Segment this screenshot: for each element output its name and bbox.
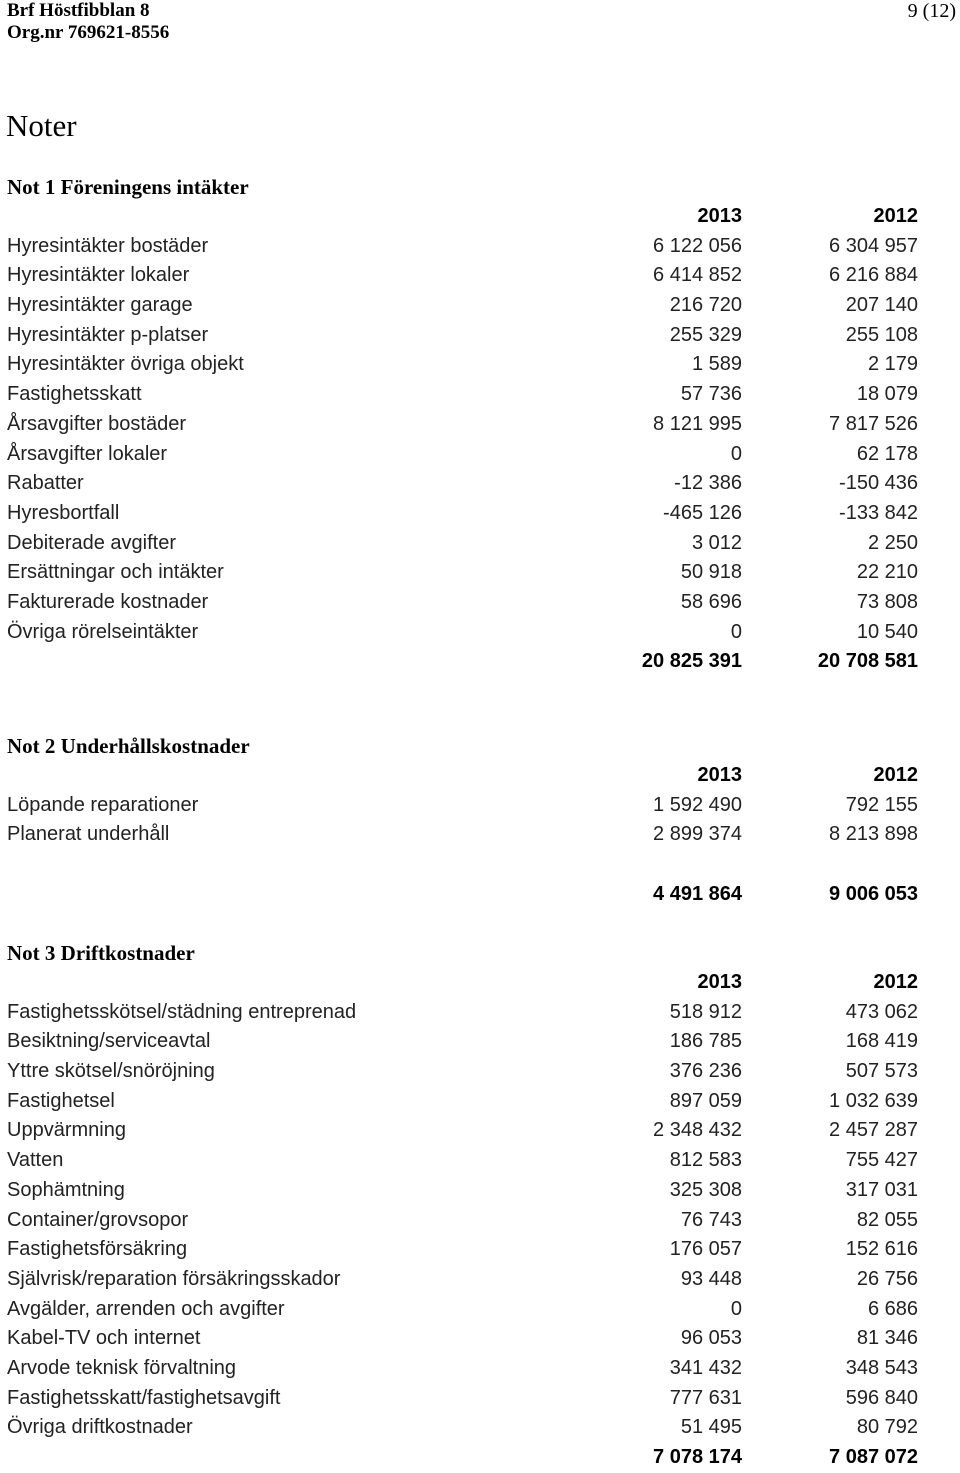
table-row <box>7 1413 919 1443</box>
table-row <box>7 1384 919 1414</box>
org-name: Brf Höstfibblan 8 <box>7 0 150 21</box>
note-2-total-row <box>7 880 919 910</box>
value-2013: 8 121 995 <box>653 412 742 435</box>
row-label: Rabatter <box>7 472 84 495</box>
value-2013: 812 583 <box>669 1149 742 1172</box>
row-label: Besiktning/serviceavtal <box>7 1030 211 1053</box>
value-2012: 22 210 <box>856 561 918 584</box>
table-row <box>7 380 919 410</box>
value-2012: 82 055 <box>856 1208 918 1231</box>
value-2012: 81 346 <box>856 1327 918 1350</box>
total-2013: 20 825 391 <box>641 650 742 673</box>
year-2012-header: 2012 <box>873 971 918 993</box>
value-2013: -12 386 <box>674 472 742 495</box>
table-row <box>7 1146 919 1176</box>
value-2012: 255 108 <box>845 323 918 346</box>
table-row <box>7 350 919 380</box>
value-2012: 10 540 <box>856 620 918 643</box>
table-row <box>7 558 919 588</box>
row-label: Kabel-TV och internet <box>7 1327 201 1350</box>
note-3-rows <box>7 998 919 1443</box>
row-label: Årsavgifter bostäder <box>7 412 186 435</box>
value-2013: 6 122 056 <box>653 234 742 257</box>
table-row <box>7 499 919 529</box>
value-2012: 507 573 <box>845 1060 918 1083</box>
value-2013: 96 053 <box>680 1327 742 1350</box>
value-2012: 792 155 <box>845 793 918 816</box>
table-row <box>7 1116 919 1146</box>
value-2013: 93 448 <box>680 1267 742 1290</box>
note-3-year-header <box>7 968 919 998</box>
value-2012: 62 178 <box>856 442 918 465</box>
row-label: Övriga rörelseintäkter <box>7 620 199 643</box>
value-2012: 348 543 <box>845 1356 918 1379</box>
row-label: Hyresintäkter garage <box>7 294 193 317</box>
value-2012: 26 756 <box>856 1267 918 1290</box>
page-number: 9 (12) <box>907 0 956 22</box>
value-2013: 518 912 <box>669 1000 742 1023</box>
row-label: Ersättningar och intäkter <box>7 561 224 584</box>
value-2013: 76 743 <box>680 1208 742 1231</box>
row-label: Avgälder, arrenden och avgifter <box>7 1297 285 1320</box>
value-2012: 2 179 <box>867 353 918 376</box>
value-2013: -465 126 <box>663 501 742 524</box>
row-label: Planerat underhåll <box>7 823 170 846</box>
table-row <box>7 998 919 1028</box>
value-2013: 2 899 374 <box>653 823 742 846</box>
row-label: Hyresintäkter bostäder <box>7 234 209 257</box>
table-row <box>7 1324 919 1354</box>
table-row <box>7 1235 919 1265</box>
value-2013: 50 918 <box>680 561 742 584</box>
value-2012: 6 216 884 <box>829 264 918 287</box>
note-2-title: Not 2 Underhållskostnader <box>7 734 250 758</box>
year-2013-header: 2013 <box>697 205 742 227</box>
value-2012: 317 031 <box>845 1178 918 1201</box>
table-row <box>7 1027 919 1057</box>
value-2012: 73 808 <box>856 590 918 613</box>
value-2012: 8 213 898 <box>829 823 918 846</box>
table-row <box>7 1176 919 1206</box>
value-2012: 2 250 <box>867 531 918 554</box>
row-label: Hyresintäkter lokaler <box>7 264 190 287</box>
value-2013: 3 012 <box>691 531 742 554</box>
note-1-rows <box>7 232 919 648</box>
note-2-section <box>7 731 919 909</box>
row-label: Container/grovsopor <box>7 1208 189 1231</box>
row-label: Fastighetsskatt <box>7 383 142 406</box>
value-2012: 6 686 <box>867 1297 918 1320</box>
value-2012: 168 419 <box>845 1030 918 1053</box>
value-2013: 1 589 <box>691 353 742 376</box>
note-1-title: Not 1 Föreningens intäkter <box>7 175 249 199</box>
note-1-total-row <box>7 647 919 677</box>
table-row <box>7 529 919 559</box>
row-label: Självrisk/reparation försäkringsskador <box>7 1267 341 1290</box>
value-2012: 6 304 957 <box>829 234 918 257</box>
value-2012: 1 032 639 <box>829 1089 918 1112</box>
note-3-total-row <box>7 1443 919 1473</box>
row-label: Hyresintäkter övriga objekt <box>7 353 244 376</box>
value-2012: 7 817 526 <box>829 412 918 435</box>
value-2013: 897 059 <box>669 1089 742 1112</box>
year-2013-header: 2013 <box>697 971 742 993</box>
row-label: Vatten <box>7 1149 64 1172</box>
document-header <box>7 0 169 44</box>
value-2012: 596 840 <box>845 1386 918 1409</box>
table-row <box>7 618 919 648</box>
value-2013: 186 785 <box>669 1030 742 1053</box>
table-row <box>7 1057 919 1087</box>
note-3-section <box>7 938 919 1473</box>
row-label: Arvode teknisk förvaltning <box>7 1356 237 1379</box>
value-2013: 777 631 <box>669 1386 742 1409</box>
value-2012: 473 062 <box>845 1000 918 1023</box>
value-2013: 2 348 432 <box>653 1119 742 1142</box>
spacer <box>7 850 919 880</box>
table-row <box>7 469 919 499</box>
total-2013: 7 078 174 <box>653 1446 742 1468</box>
table-row <box>7 1206 919 1236</box>
note-3-title: Not 3 Driftkostnader <box>7 941 195 965</box>
year-2013-header: 2013 <box>697 764 742 786</box>
note-1-section <box>7 172 919 677</box>
note-2-year-header <box>7 761 919 791</box>
table-row <box>7 440 919 470</box>
table-row <box>7 1265 919 1295</box>
total-2012: 20 708 581 <box>817 650 918 673</box>
value-2012: 18 079 <box>856 383 918 406</box>
value-2012: 80 792 <box>856 1416 918 1439</box>
value-2013: 376 236 <box>669 1060 742 1083</box>
value-2013: 0 <box>730 620 742 643</box>
row-label: Uppvärmning <box>7 1119 126 1142</box>
table-row <box>7 1295 919 1325</box>
note-2-rows <box>7 791 919 850</box>
row-label: Hyresbortfall <box>7 501 120 524</box>
value-2013: 1 592 490 <box>653 793 742 816</box>
table-row <box>7 232 919 262</box>
row-label: Sophämtning <box>7 1178 125 1201</box>
table-row <box>7 1354 919 1384</box>
value-2012: 755 427 <box>845 1149 918 1172</box>
row-label: Hyresintäkter p-platser <box>7 323 209 346</box>
year-2012-header: 2012 <box>873 205 918 227</box>
table-row <box>7 820 919 850</box>
value-2013: 6 414 852 <box>653 264 742 287</box>
value-2013: 57 736 <box>680 383 742 406</box>
table-row <box>7 291 919 321</box>
row-label: Övriga driftkostnader <box>7 1416 193 1439</box>
row-label: Fastighetsel <box>7 1089 115 1112</box>
value-2013: 325 308 <box>669 1178 742 1201</box>
year-2012-header: 2012 <box>873 764 918 786</box>
row-label: Fakturerade kostnader <box>7 590 209 613</box>
value-2013: 176 057 <box>669 1238 742 1261</box>
value-2013: 0 <box>730 1297 742 1320</box>
value-2012: -150 436 <box>839 472 918 495</box>
row-label: Fastighetsskatt/fastighetsavgift <box>7 1386 281 1409</box>
total-2012: 7 087 072 <box>829 1446 918 1468</box>
value-2012: 207 140 <box>845 294 918 317</box>
row-label: Yttre skötsel/snöröjning <box>7 1060 215 1083</box>
table-row <box>7 261 919 291</box>
value-2013: 341 432 <box>669 1356 742 1379</box>
row-label: Fastighetsförsäkring <box>7 1238 188 1261</box>
note-1-year-header <box>7 202 919 232</box>
total-2013: 4 491 864 <box>653 882 742 905</box>
row-label: Fastighetsskötsel/städning entreprenad <box>7 1000 357 1023</box>
page-title: Noter <box>6 108 77 143</box>
value-2013: 255 329 <box>669 323 742 346</box>
value-2012: 2 457 287 <box>829 1119 918 1142</box>
table-row <box>7 321 919 351</box>
org-number: Org.nr 769621-8556 <box>7 22 170 43</box>
value-2012: 152 616 <box>845 1238 918 1261</box>
row-label: Löpande reparationer <box>7 793 199 816</box>
value-2013: 58 696 <box>680 590 742 613</box>
row-label: Årsavgifter lokaler <box>7 442 168 465</box>
table-row <box>7 1087 919 1117</box>
value-2012: -133 842 <box>839 501 918 524</box>
table-row <box>7 410 919 440</box>
total-2012: 9 006 053 <box>829 882 918 905</box>
value-2013: 51 495 <box>680 1416 742 1439</box>
table-row <box>7 588 919 618</box>
table-row <box>7 791 919 821</box>
value-2013: 0 <box>730 442 742 465</box>
value-2013: 216 720 <box>669 294 742 317</box>
row-label: Debiterade avgifter <box>7 531 176 554</box>
